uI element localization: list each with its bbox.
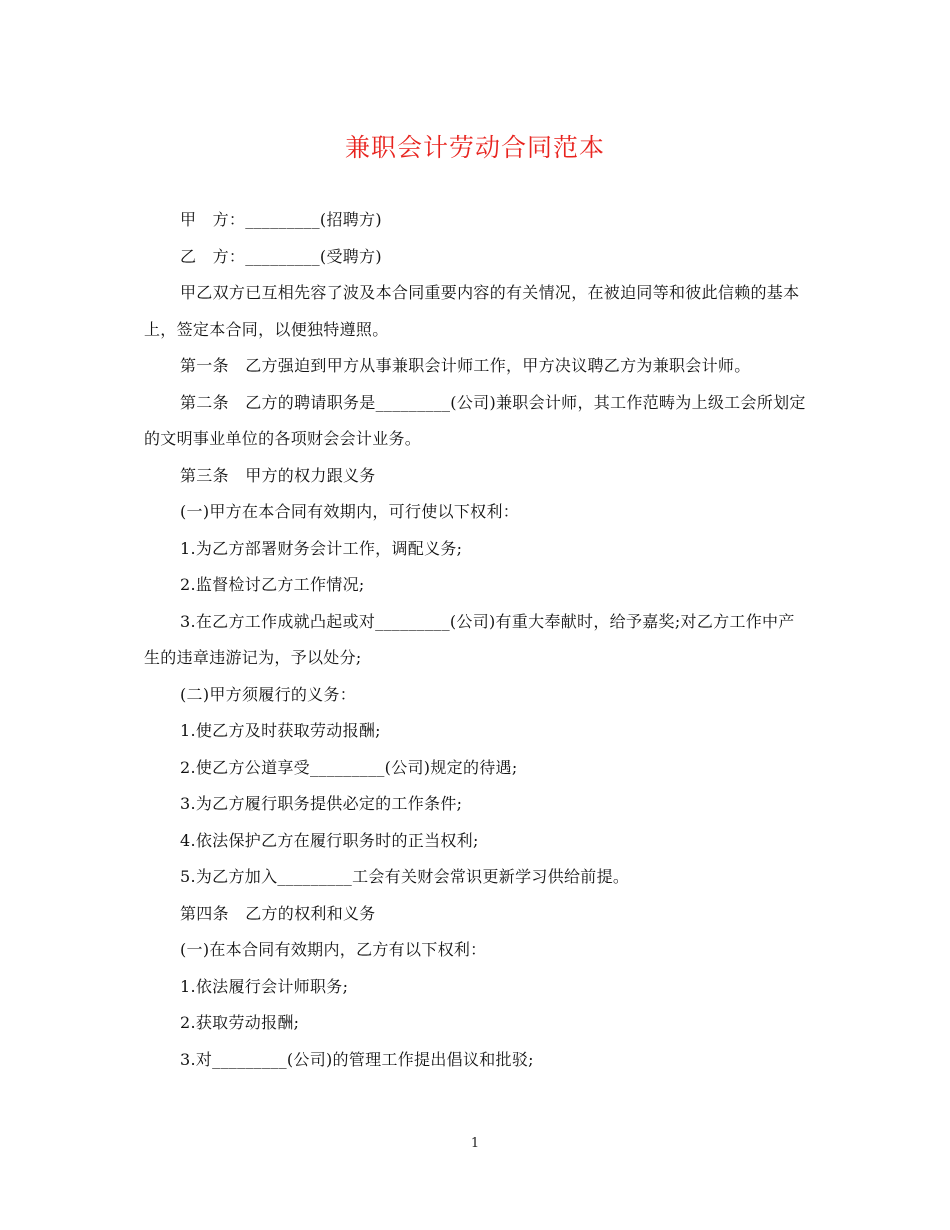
article-3-duty-1: 1.使乙方及时获取劳动报酬; bbox=[180, 721, 381, 740]
article-3-section-2-heading: (二)甲方须履行的义务： bbox=[180, 684, 357, 704]
article-3-heading: 第三条 甲方的权力跟义务 bbox=[180, 465, 376, 485]
article-3-duty-5: 5.为乙方加入_________工会有关财会常识更新学习供给前提。 bbox=[180, 867, 630, 886]
article-3-duty-2: 2.使乙方公道享受_________(公司)规定的待遇; bbox=[180, 757, 518, 777]
article-1-paragraph: 第一条 乙方强迫到甲方从事兼职会计师工作，甲方决议聘乙方为兼职会计师。 bbox=[180, 356, 751, 375]
article-4-right-1: 1.依法履行会计师职务; bbox=[180, 976, 349, 996]
article-3-duty-4: 4.依法保护乙方在履行职务时的正当权利; bbox=[180, 830, 479, 850]
article-4-section-1-heading: (一)在本合同有效期内，乙方有以下权利： bbox=[180, 940, 487, 959]
document-title: 兼职会计劳动合同范本 bbox=[344, 133, 605, 162]
article-3-duty-3: 3.为乙方履行职务提供必定的工作条件; bbox=[180, 794, 463, 813]
article-2-paragraph: 第二条 乙方的聘请职务是_________(公司)兼职会计师，其工作范畴为上级工会所划定的文明事业单位的各项财会会计业务。 bbox=[144, 392, 806, 448]
party-b-line: 乙 方：_________(受聘方) bbox=[180, 246, 382, 266]
article-3-right-3: 3.在乙方工作成就凸起或对_________(公司)有重大奉献时，给予嘉奖;对乙方工作中产生的违章违游记为，予以处分; bbox=[144, 611, 795, 667]
article-4-heading: 第四条 乙方的权利和义务 bbox=[180, 903, 376, 923]
article-3-section-1-heading: (一)甲方在本合同有效期内，可行使以下权利： bbox=[180, 502, 520, 521]
party-a-line: 甲 方：_________(招聘方) bbox=[180, 210, 382, 229]
article-3-right-1: 1.为乙方部署财务会计工作，调配义务; bbox=[180, 538, 463, 558]
article-4-right-2: 2.获取劳动报酬; bbox=[180, 1013, 300, 1032]
document-body bbox=[144, 202, 808, 1078]
article-3-right-2: 2.监督检讨乙方工作情况; bbox=[180, 575, 365, 594]
page-number: 1 bbox=[470, 1136, 480, 1151]
article-4-right-3: 3.对_________(公司)的管理工作提出倡议和批驳; bbox=[180, 1049, 534, 1069]
preamble-paragraph: 甲乙双方已互相先容了波及本合同重要内容的有关情况，在被迫同等和彼此信赖的基本上，签定本合同，以便独特遵照。 bbox=[144, 283, 800, 339]
